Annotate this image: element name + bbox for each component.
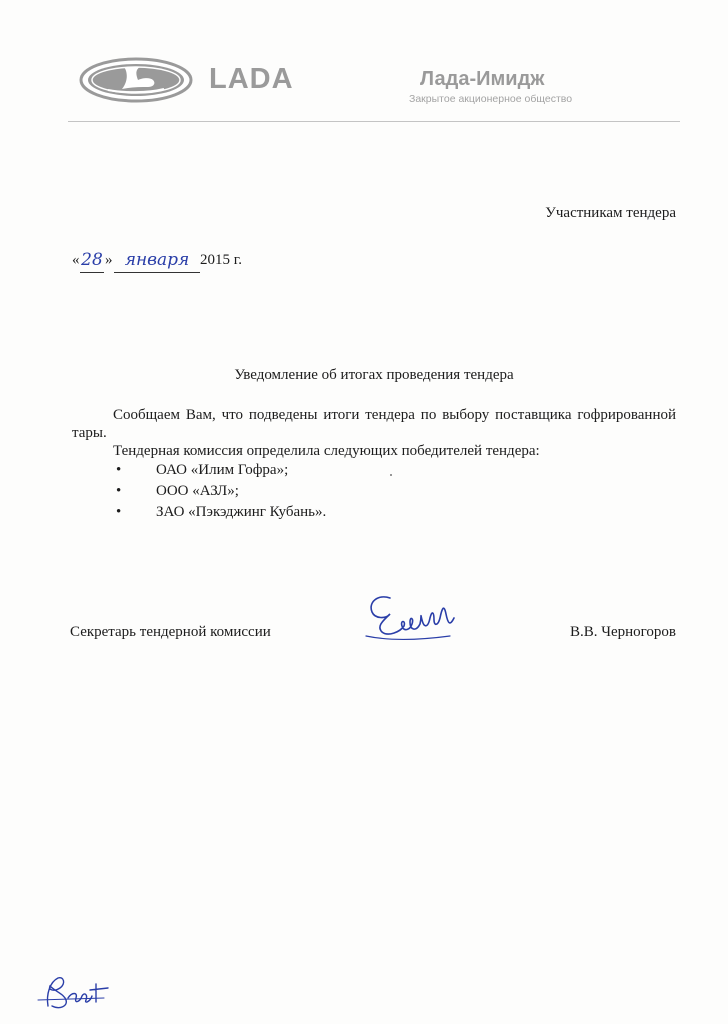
bullet-icon: •: [116, 462, 122, 478]
addressee: Участникам тендера: [545, 205, 676, 221]
date-day: 28: [80, 252, 104, 273]
date-year: 2015 г.: [200, 252, 242, 268]
handwritten-signature: [360, 586, 460, 646]
bullet-icon: •: [116, 504, 122, 520]
company-type: Закрытое акционерное общество: [409, 93, 573, 105]
date-close-quote: »: [105, 252, 113, 268]
winners-list: [72, 460, 676, 523]
list-item: [72, 460, 676, 481]
date-month: января: [114, 252, 200, 273]
winner-name: ЗАО «Пэкэджинг Кубань».: [156, 504, 327, 520]
body-paragraph: Сообщаем Вам, что подведены итоги тендера по выбору поставщика гофрированной тары.: [72, 407, 676, 441]
list-item: [72, 481, 676, 502]
notice-title: Уведомление об итогах проведения тендера: [234, 367, 514, 383]
winner-name: ОАО «Илим Гофра»;: [156, 462, 289, 478]
body-paragraph: Тендерная комиссия определила следующих победителей тендера:: [113, 443, 540, 459]
signer-name: В.В. Черногоров: [569, 624, 676, 640]
lada-boat-logo-icon: [78, 56, 194, 104]
company-name: Лада-Имидж: [420, 68, 545, 90]
bullet-icon: •: [116, 483, 122, 499]
scan-speck: [390, 474, 392, 476]
list-item: [72, 502, 676, 523]
letter-body: [72, 406, 676, 523]
brand-wordmark: LADA: [209, 63, 294, 95]
signer-role: Секретарь тендерной комиссии: [70, 624, 271, 640]
date-open-quote: «: [72, 252, 80, 268]
header-divider: [68, 121, 680, 122]
handwritten-initials: [34, 970, 114, 1012]
winner-name: ООО «АЗЛ»;: [156, 483, 239, 499]
